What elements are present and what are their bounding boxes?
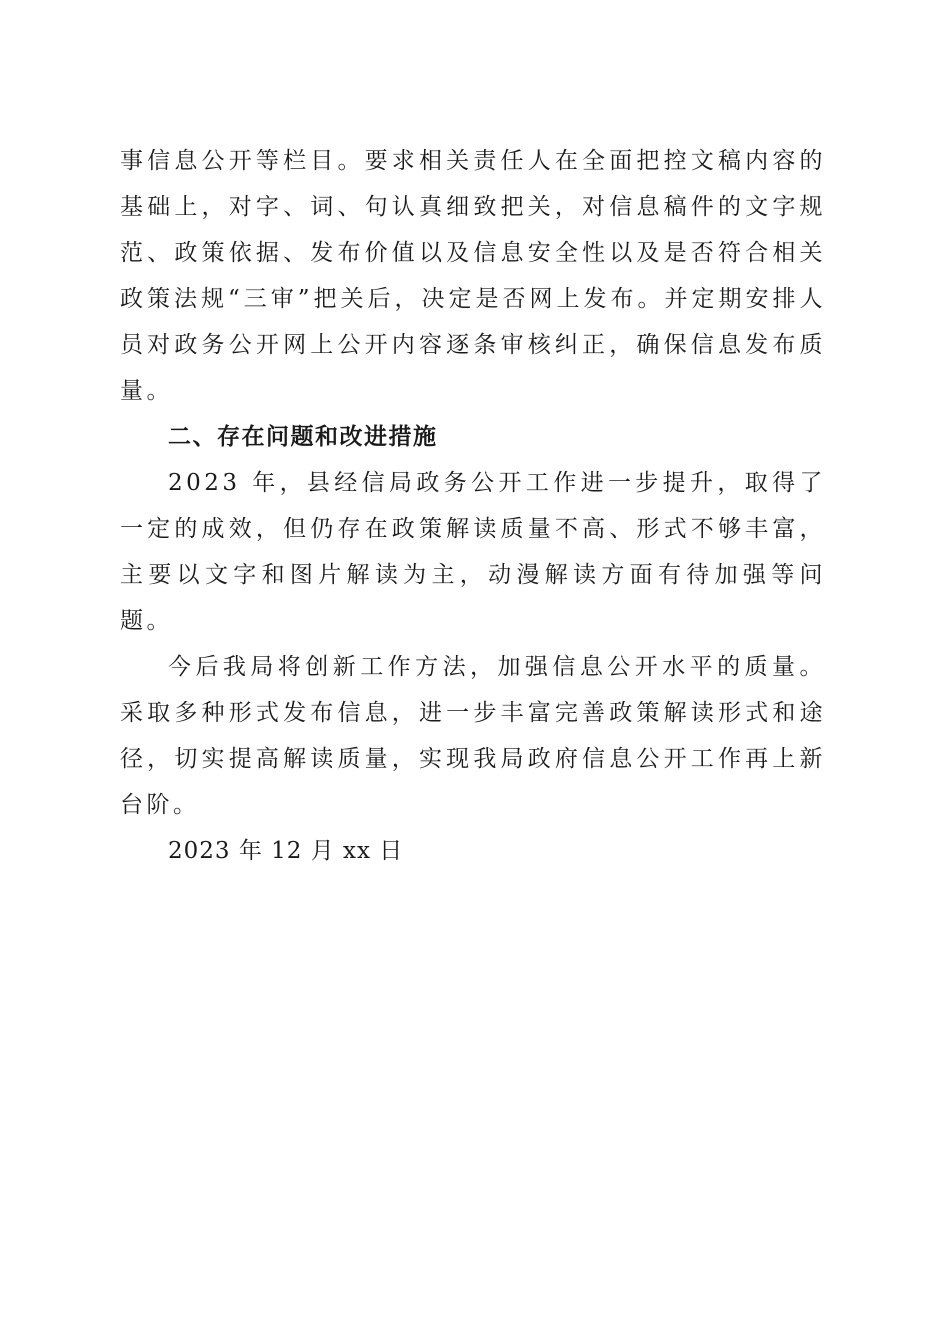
document-date: 2023 年 12 月 xx 日 [168,838,404,864]
section-heading-problems: 二、存在问题和改进措施 [168,424,438,450]
paragraph-continued: 事信息公开等栏目。要求相关责任人在全面把控文稿内容的基础上，对字、词、句认真细致把关，对信息稿件的文字规范、政策依据、发布价值以及信息安全性以及是否符合相关政策法规“三审”把关后，决定是否网上发布。并定期安排人员对政务公开网上公开内容逐条审核纠正，确保信息发布质量。 [120,148,826,404]
paragraph-problems: 2023 年，县经信局政务公开工作进一步提升，取得了一定的成效，但仍存在政策解读质量不高、形式不够丰富，主要以文字和图片解读为主，动漫解读方面有待加强等问题。 [120,470,826,634]
paragraph-measures: 今后我局将创新工作方法，加强信息公开水平的质量。采取多种形式发布信息，进一步丰富完善政策解读形式和途径，切实提高解读质量，实现我局政府信息公开工作再上新台阶。 [120,654,826,818]
document-body [120,138,826,874]
